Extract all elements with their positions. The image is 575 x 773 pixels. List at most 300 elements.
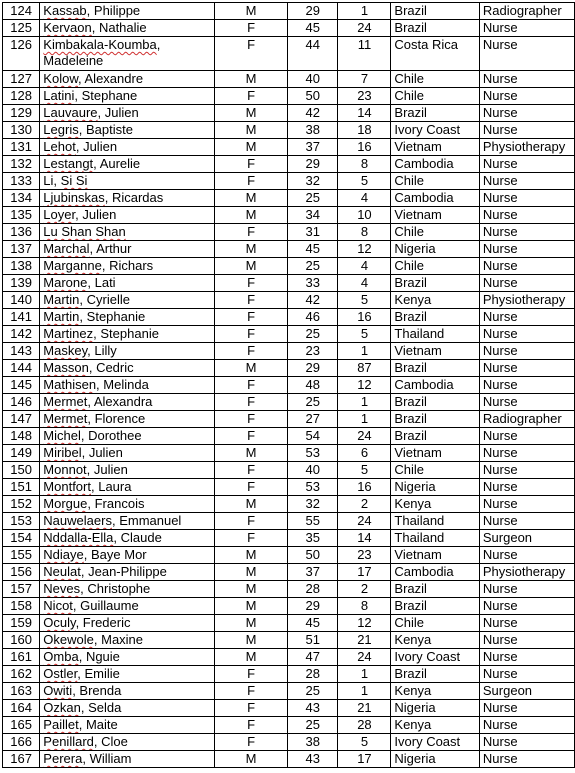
cell-gender: F: [214, 88, 287, 105]
cell-name: [40, 479, 215, 496]
given-name: Cyrielle: [86, 292, 130, 307]
cell-role: Nurse: [479, 479, 574, 496]
table-row: [3, 581, 575, 598]
surname: Marganne: [43, 258, 102, 273]
surname: Ndiaye: [43, 547, 84, 562]
given-name: Richars: [109, 258, 154, 273]
cell-id: 158: [3, 598, 40, 615]
cell-years: 2: [338, 581, 391, 598]
cell-role: Nurse: [479, 88, 574, 105]
name-separator: ,: [87, 496, 95, 511]
cell-age: 28: [288, 666, 338, 683]
given-name: Guillaume: [80, 598, 139, 613]
surname: Michel: [43, 428, 81, 443]
cell-name: [40, 581, 215, 598]
cell-gender: F: [214, 513, 287, 530]
table-row: [3, 547, 575, 564]
cell-age: 54: [288, 428, 338, 445]
cell-country: Brazil: [391, 666, 479, 683]
cell-gender: F: [214, 428, 287, 445]
cell-years: 4: [338, 258, 391, 275]
cell-country: Kenya: [391, 496, 479, 513]
cell-role: Nurse: [479, 37, 574, 71]
cell-name: [40, 224, 215, 241]
name-separator: ,: [90, 479, 99, 494]
cell-gender: F: [214, 343, 287, 360]
cell-gender: F: [214, 224, 287, 241]
cell-role: Radiographer: [479, 3, 574, 20]
cell-gender: F: [214, 326, 287, 343]
name-separator: ,: [101, 258, 110, 273]
cell-country: Ivory Coast: [391, 734, 479, 751]
surname: Legris: [43, 122, 79, 137]
name-separator: ,: [93, 632, 102, 647]
cell-name: [40, 156, 215, 173]
cell-age: 23: [288, 343, 338, 360]
cell-id: 153: [3, 513, 40, 530]
cell-country: Brazil: [391, 598, 479, 615]
cell-country: Vietnam: [391, 343, 479, 360]
surname: Ozkan: [43, 700, 81, 715]
surname: Penillard: [43, 734, 94, 749]
surname: Kassab: [43, 3, 87, 18]
table-row: [3, 37, 575, 71]
cell-age: 38: [288, 734, 338, 751]
cell-name: [40, 343, 215, 360]
cell-id: 142: [3, 326, 40, 343]
cell-country: Brazil: [391, 394, 479, 411]
cell-gender: F: [214, 292, 287, 309]
cell-age: 25: [288, 683, 338, 700]
cell-age: 25: [288, 326, 338, 343]
table-row: [3, 513, 575, 530]
name-separator: ,: [81, 445, 89, 460]
cell-name: [40, 122, 215, 139]
cell-gender: F: [214, 411, 287, 428]
cell-name: [40, 598, 215, 615]
cell-id: 157: [3, 581, 40, 598]
cell-name: [40, 360, 215, 377]
cell-name: [40, 71, 215, 88]
cell-id: 161: [3, 649, 40, 666]
given-name: Florence: [94, 411, 146, 426]
cell-id: 126: [3, 37, 40, 71]
surname: Nddalla-Ella: [43, 530, 114, 545]
cell-id: 151: [3, 479, 40, 496]
cell-role: Nurse: [479, 666, 574, 683]
name-separator: ,: [79, 309, 87, 324]
cell-gender: F: [214, 700, 287, 717]
cell-name: [40, 241, 215, 258]
given-name: Arthur: [96, 241, 132, 256]
cell-role: Nurse: [479, 20, 574, 37]
cell-role: Nurse: [479, 207, 574, 224]
cell-country: Brazil: [391, 428, 479, 445]
given-name: Julien: [82, 207, 117, 222]
cell-age: 29: [288, 360, 338, 377]
cell-years: 24: [338, 428, 391, 445]
given-name: Cedric: [96, 360, 134, 375]
cell-name: [40, 547, 215, 564]
cell-id: 144: [3, 360, 40, 377]
table-row: [3, 360, 575, 377]
cell-name: [40, 496, 215, 513]
cell-gender: M: [214, 615, 287, 632]
name-separator: ,: [113, 530, 121, 545]
name-separator: ,: [78, 649, 86, 664]
table-row: [3, 139, 575, 156]
cell-name: [40, 700, 215, 717]
cell-id: 166: [3, 734, 40, 751]
cell-age: 53: [288, 445, 338, 462]
cell-gender: M: [214, 632, 287, 649]
cell-age: 48: [288, 377, 338, 394]
cell-country: Chile: [391, 615, 479, 632]
given-name: Stephanie: [86, 309, 146, 324]
cell-name: [40, 513, 215, 530]
cell-years: 28: [338, 717, 391, 734]
table-row: [3, 649, 575, 666]
surname: Ljubinskas: [43, 190, 105, 205]
cell-country: Kenya: [391, 683, 479, 700]
cell-role: Nurse: [479, 462, 574, 479]
surname: Masson: [43, 360, 89, 375]
table-row: [3, 496, 575, 513]
cell-gender: F: [214, 275, 287, 292]
cell-years: 8: [338, 224, 391, 241]
cell-role: Nurse: [479, 428, 574, 445]
cell-country: Brazil: [391, 3, 479, 20]
name-separator: ,: [97, 105, 105, 120]
surname: Marchal: [43, 241, 90, 256]
name-separator: ,: [87, 343, 95, 358]
cell-role: Surgeon: [479, 530, 574, 547]
cell-gender: F: [214, 479, 287, 496]
cell-country: Cambodia: [391, 190, 479, 207]
cell-country: Kenya: [391, 717, 479, 734]
surname: Oculy: [43, 615, 76, 630]
cell-role: Nurse: [479, 581, 574, 598]
cell-country: Thailand: [391, 513, 479, 530]
table-row: [3, 156, 575, 173]
cell-age: 25: [288, 717, 338, 734]
cell-id: 131: [3, 139, 40, 156]
surname: Martinez: [43, 326, 94, 341]
cell-id: 167: [3, 751, 40, 768]
table-row: [3, 173, 575, 190]
cell-role: Physiotherapy: [479, 139, 574, 156]
cell-years: 7: [338, 71, 391, 88]
cell-years: 17: [338, 751, 391, 768]
name-separator: ,: [79, 292, 87, 307]
given-name: Baptiste: [85, 122, 133, 137]
given-name: Jean-Philippe: [88, 564, 167, 579]
cell-id: 163: [3, 683, 40, 700]
cell-age: 38: [288, 122, 338, 139]
cell-age: 45: [288, 241, 338, 258]
cell-gender: F: [214, 683, 287, 700]
given-name: Nathalie: [98, 20, 147, 35]
name-separator: ,: [83, 547, 91, 562]
surname: Ostler: [43, 666, 78, 681]
cell-id: 141: [3, 309, 40, 326]
name-separator: ,: [156, 37, 161, 52]
table-row: [3, 275, 575, 292]
cell-country: Brazil: [391, 105, 479, 122]
given-name: Julien: [104, 105, 139, 120]
surname: Perera: [43, 751, 83, 766]
name-separator: ,: [72, 683, 80, 698]
name-separator: ,: [88, 360, 97, 375]
cell-years: 11: [338, 37, 391, 71]
name-separator: ,: [80, 564, 89, 579]
cell-name: [40, 530, 215, 547]
cell-gender: M: [214, 751, 287, 768]
table-row: [3, 394, 575, 411]
cell-country: Nigeria: [391, 479, 479, 496]
cell-name: [40, 173, 215, 190]
cell-age: 29: [288, 3, 338, 20]
table-row: [3, 3, 575, 20]
cell-age: 46: [288, 309, 338, 326]
cell-age: 28: [288, 581, 338, 598]
cell-gender: M: [214, 71, 287, 88]
given-name: Stephanie: [100, 326, 159, 341]
surname: Marone: [43, 275, 88, 290]
cell-gender: M: [214, 258, 287, 275]
given-name: Ricardas: [111, 190, 164, 205]
table-row: [3, 751, 575, 768]
cell-country: Cambodia: [391, 564, 479, 581]
cell-gender: M: [214, 139, 287, 156]
cell-age: 27: [288, 411, 338, 428]
cell-name: [40, 445, 215, 462]
cell-years: 17: [338, 564, 391, 581]
surname: Nauwelaers: [43, 513, 112, 528]
cell-gender: F: [214, 666, 287, 683]
name-separator: ,: [80, 581, 88, 596]
surname: Lestangt: [43, 156, 94, 171]
surname: Okewole: [43, 632, 94, 647]
cell-years: 23: [338, 547, 391, 564]
given-name: Frederic: [82, 615, 131, 630]
cell-id: 159: [3, 615, 40, 632]
cell-name: [40, 462, 215, 479]
table-row: [3, 411, 575, 428]
table-row: [3, 700, 575, 717]
cell-age: 40: [288, 71, 338, 88]
cell-years: 5: [338, 326, 391, 343]
table-row: [3, 598, 575, 615]
cell-id: 149: [3, 445, 40, 462]
cell-role: Nurse: [479, 632, 574, 649]
cell-age: 25: [288, 190, 338, 207]
cell-gender: M: [214, 564, 287, 581]
surname: Montfort: [43, 479, 91, 494]
cell-name: [40, 105, 215, 122]
cell-name: [40, 377, 215, 394]
cell-age: 45: [288, 615, 338, 632]
surname: Latini: [43, 88, 75, 103]
cell-years: 1: [338, 411, 391, 428]
cell-role: Nurse: [479, 377, 574, 394]
cell-country: Chile: [391, 173, 479, 190]
cell-gender: M: [214, 122, 287, 139]
cell-country: Brazil: [391, 581, 479, 598]
table-body: [3, 3, 575, 768]
cell-age: 40: [288, 462, 338, 479]
surname: Mermet: [43, 411, 88, 426]
cell-years: 5: [338, 292, 391, 309]
cell-name: [40, 649, 215, 666]
cell-role: Nurse: [479, 513, 574, 530]
cell-years: 5: [338, 173, 391, 190]
cell-id: 140: [3, 292, 40, 309]
cell-years: 24: [338, 649, 391, 666]
cell-role: Nurse: [479, 734, 574, 751]
name-separator: ,: [89, 241, 97, 256]
cell-country: Brazil: [391, 20, 479, 37]
cell-role: Nurse: [479, 394, 574, 411]
cell-gender: F: [214, 20, 287, 37]
surname: Maskey: [43, 343, 88, 358]
surname: Nicot: [43, 598, 73, 613]
given-name: Philippe: [93, 3, 141, 18]
cell-age: 50: [288, 88, 338, 105]
cell-role: Nurse: [479, 241, 574, 258]
cell-country: Vietnam: [391, 445, 479, 462]
cell-id: 155: [3, 547, 40, 564]
name-separator: ,: [74, 88, 82, 103]
cell-role: Nurse: [479, 275, 574, 292]
table-row: [3, 88, 575, 105]
name-separator: ,: [77, 666, 85, 681]
table-row: [3, 717, 575, 734]
cell-role: Nurse: [479, 224, 574, 241]
cell-gender: M: [214, 598, 287, 615]
name-separator: ,: [96, 377, 104, 392]
cell-age: 53: [288, 479, 338, 496]
cell-gender: M: [214, 207, 287, 224]
cell-role: Nurse: [479, 105, 574, 122]
cell-role: Nurse: [479, 309, 574, 326]
cell-id: 124: [3, 3, 40, 20]
cell-age: 29: [288, 598, 338, 615]
given-name: Dorothee: [88, 428, 142, 443]
cell-country: Brazil: [391, 360, 479, 377]
table-row: [3, 122, 575, 139]
cell-years: 4: [338, 275, 391, 292]
cell-years: 23: [338, 88, 391, 105]
cell-name: [40, 428, 215, 445]
name-separator: ,: [75, 139, 84, 154]
cell-age: 29: [288, 156, 338, 173]
given-name: Julien: [88, 445, 123, 460]
surname: Martin: [43, 309, 80, 324]
cell-age: 33: [288, 275, 338, 292]
cell-age: 45: [288, 20, 338, 37]
cell-age: 32: [288, 496, 338, 513]
table-row: [3, 377, 575, 394]
cell-name: [40, 20, 215, 37]
surname: Li: [43, 173, 54, 188]
cell-id: 145: [3, 377, 40, 394]
name-separator: ,: [87, 411, 95, 426]
table-row: [3, 20, 575, 37]
cell-years: 2: [338, 496, 391, 513]
cell-id: 128: [3, 88, 40, 105]
surname: Owiti: [43, 683, 73, 698]
given-name: Stephane: [81, 88, 138, 103]
cell-name: [40, 326, 215, 343]
name-separator: ,: [86, 3, 94, 18]
cell-id: 125: [3, 20, 40, 37]
cell-gender: M: [214, 649, 287, 666]
cell-country: Brazil: [391, 309, 479, 326]
cell-id: 137: [3, 241, 40, 258]
cell-role: Radiographer: [479, 411, 574, 428]
cell-id: 134: [3, 190, 40, 207]
cell-name: [40, 37, 215, 71]
name-separator: ,: [78, 71, 85, 86]
cell-years: 21: [338, 632, 391, 649]
name-separator: ,: [93, 734, 102, 749]
table-row: [3, 479, 575, 496]
table-row: [3, 734, 575, 751]
given-name: Lilly: [94, 343, 117, 358]
cell-country: Vietnam: [391, 139, 479, 156]
cell-gender: F: [214, 717, 287, 734]
cell-gender: M: [214, 581, 287, 598]
cell-gender: M: [214, 190, 287, 207]
cell-country: Chile: [391, 88, 479, 105]
cell-id: 136: [3, 224, 40, 241]
cell-age: 37: [288, 564, 338, 581]
cell-id: 132: [3, 156, 40, 173]
name-separator: ,: [80, 428, 89, 443]
cell-name: [40, 258, 215, 275]
name-separator: ,: [87, 275, 95, 290]
cell-years: 1: [338, 3, 391, 20]
cell-id: 160: [3, 632, 40, 649]
cell-id: 135: [3, 207, 40, 224]
cell-age: 25: [288, 258, 338, 275]
cell-name: [40, 292, 215, 309]
cell-role: Physiotherapy: [479, 292, 574, 309]
cell-role: Nurse: [479, 445, 574, 462]
cell-id: 162: [3, 666, 40, 683]
cell-role: Nurse: [479, 190, 574, 207]
cell-country: Ivory Coast: [391, 649, 479, 666]
cell-name: [40, 88, 215, 105]
given-name: Alexandra: [93, 394, 153, 409]
name-separator: ,: [93, 156, 100, 171]
cell-id: 130: [3, 122, 40, 139]
surname: Mermet: [43, 394, 88, 409]
surname: Paillet: [43, 717, 79, 732]
name-separator: ,: [87, 394, 94, 409]
cell-id: 165: [3, 717, 40, 734]
table-row: [3, 462, 575, 479]
surname: Kimbakala-Koumba: [43, 37, 157, 52]
cell-years: 10: [338, 207, 391, 224]
name-separator: ,: [53, 173, 61, 188]
given-name: Julien: [83, 139, 118, 154]
cell-name: [40, 275, 215, 292]
name-separator: ,: [78, 122, 86, 137]
cell-country: Chile: [391, 462, 479, 479]
table-row: [3, 564, 575, 581]
